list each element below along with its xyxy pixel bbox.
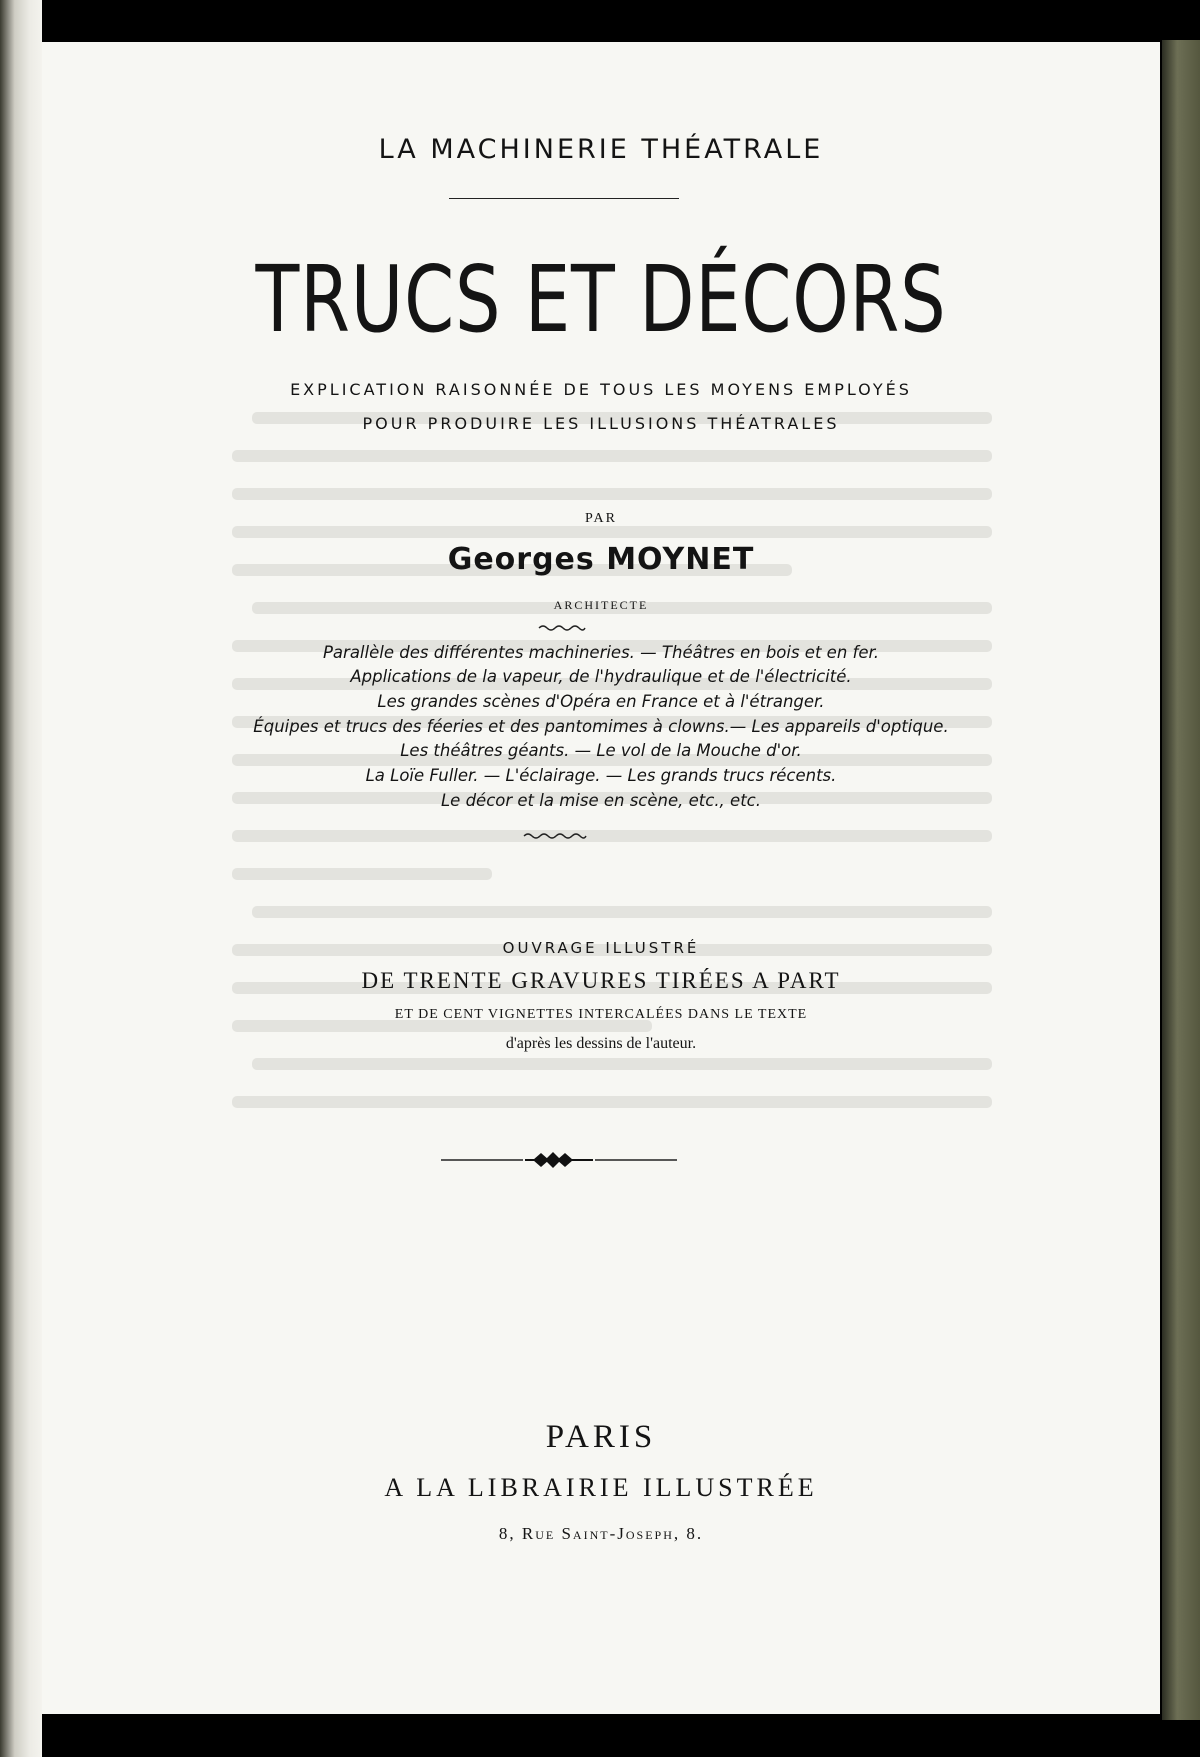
contents-line-7: Le décor et la mise en scène, etc., etc. <box>440 791 761 810</box>
imprint-address <box>42 1524 1160 1544</box>
address-number-start: 8, <box>498 1524 516 1543</box>
subtitle-line-2: POUR PRODUIRE LES ILLUSIONS THÉATRALES <box>362 414 840 433</box>
contents-line-2: Applications de la vapeur, de l'hydraulique et de l'électricité. <box>350 667 852 686</box>
by-label: PAR <box>585 511 617 526</box>
address-number-end: 8. <box>686 1524 704 1543</box>
author-name: Georges MOYNET <box>447 542 755 577</box>
fleuron-ornament <box>441 1150 677 1170</box>
imprint-city: PARIS <box>545 1419 657 1455</box>
wavy-divider-bottom <box>522 830 588 840</box>
vignettes-line: ET DE CENT VIGNETTES INTERCALÉES DANS LE TEXTE <box>394 1007 808 1022</box>
series-title: LA MACHINERIE THÉATRALE <box>378 134 824 165</box>
engravings-line: DE TRENTE GRAVURES TIRÉES A PART <box>361 968 841 993</box>
contents-line-1: Parallèle des différentes machineries. — Théâtres en bois et en fer. <box>322 643 880 662</box>
wavy-divider-top <box>537 622 587 632</box>
subtitle-line-1: EXPLICATION RAISONNÉE DE TOUS LES MOYENS EMPLOYÉS <box>290 380 912 399</box>
contents-line-3: Les grandes scènes d'Opéra en France et à l'étranger. <box>377 692 825 711</box>
address-street: Rue Saint-Joseph, <box>521 1524 681 1543</box>
author-role: ARCHITECTE <box>553 598 649 612</box>
book-cover-edge <box>1162 40 1200 1720</box>
drawings-credit: d'après les dessins de l'auteur. <box>505 1035 697 1052</box>
contents-line-4: Équipes et trucs des féeries et des pantomimes à clowns.— Les appareils d'optique. <box>253 717 949 736</box>
contents-line-5: Les théâtres géants. — Le vol de la Mouche d'or. <box>400 741 802 760</box>
contents-line-6: La Loïe Fuller. — L'éclairage. — Les grands trucs récents. <box>365 766 837 785</box>
illustrated-label: OUVRAGE ILLUSTRÉ <box>502 939 700 957</box>
rule-under-series <box>449 198 679 199</box>
binding-edge <box>0 0 42 1757</box>
imprint-publisher: A LA LIBRAIRIE ILLUSTRÉE <box>384 1473 818 1502</box>
book-title: TRUCS ET DÉCORS <box>255 246 947 353</box>
title-page <box>42 42 1160 1714</box>
